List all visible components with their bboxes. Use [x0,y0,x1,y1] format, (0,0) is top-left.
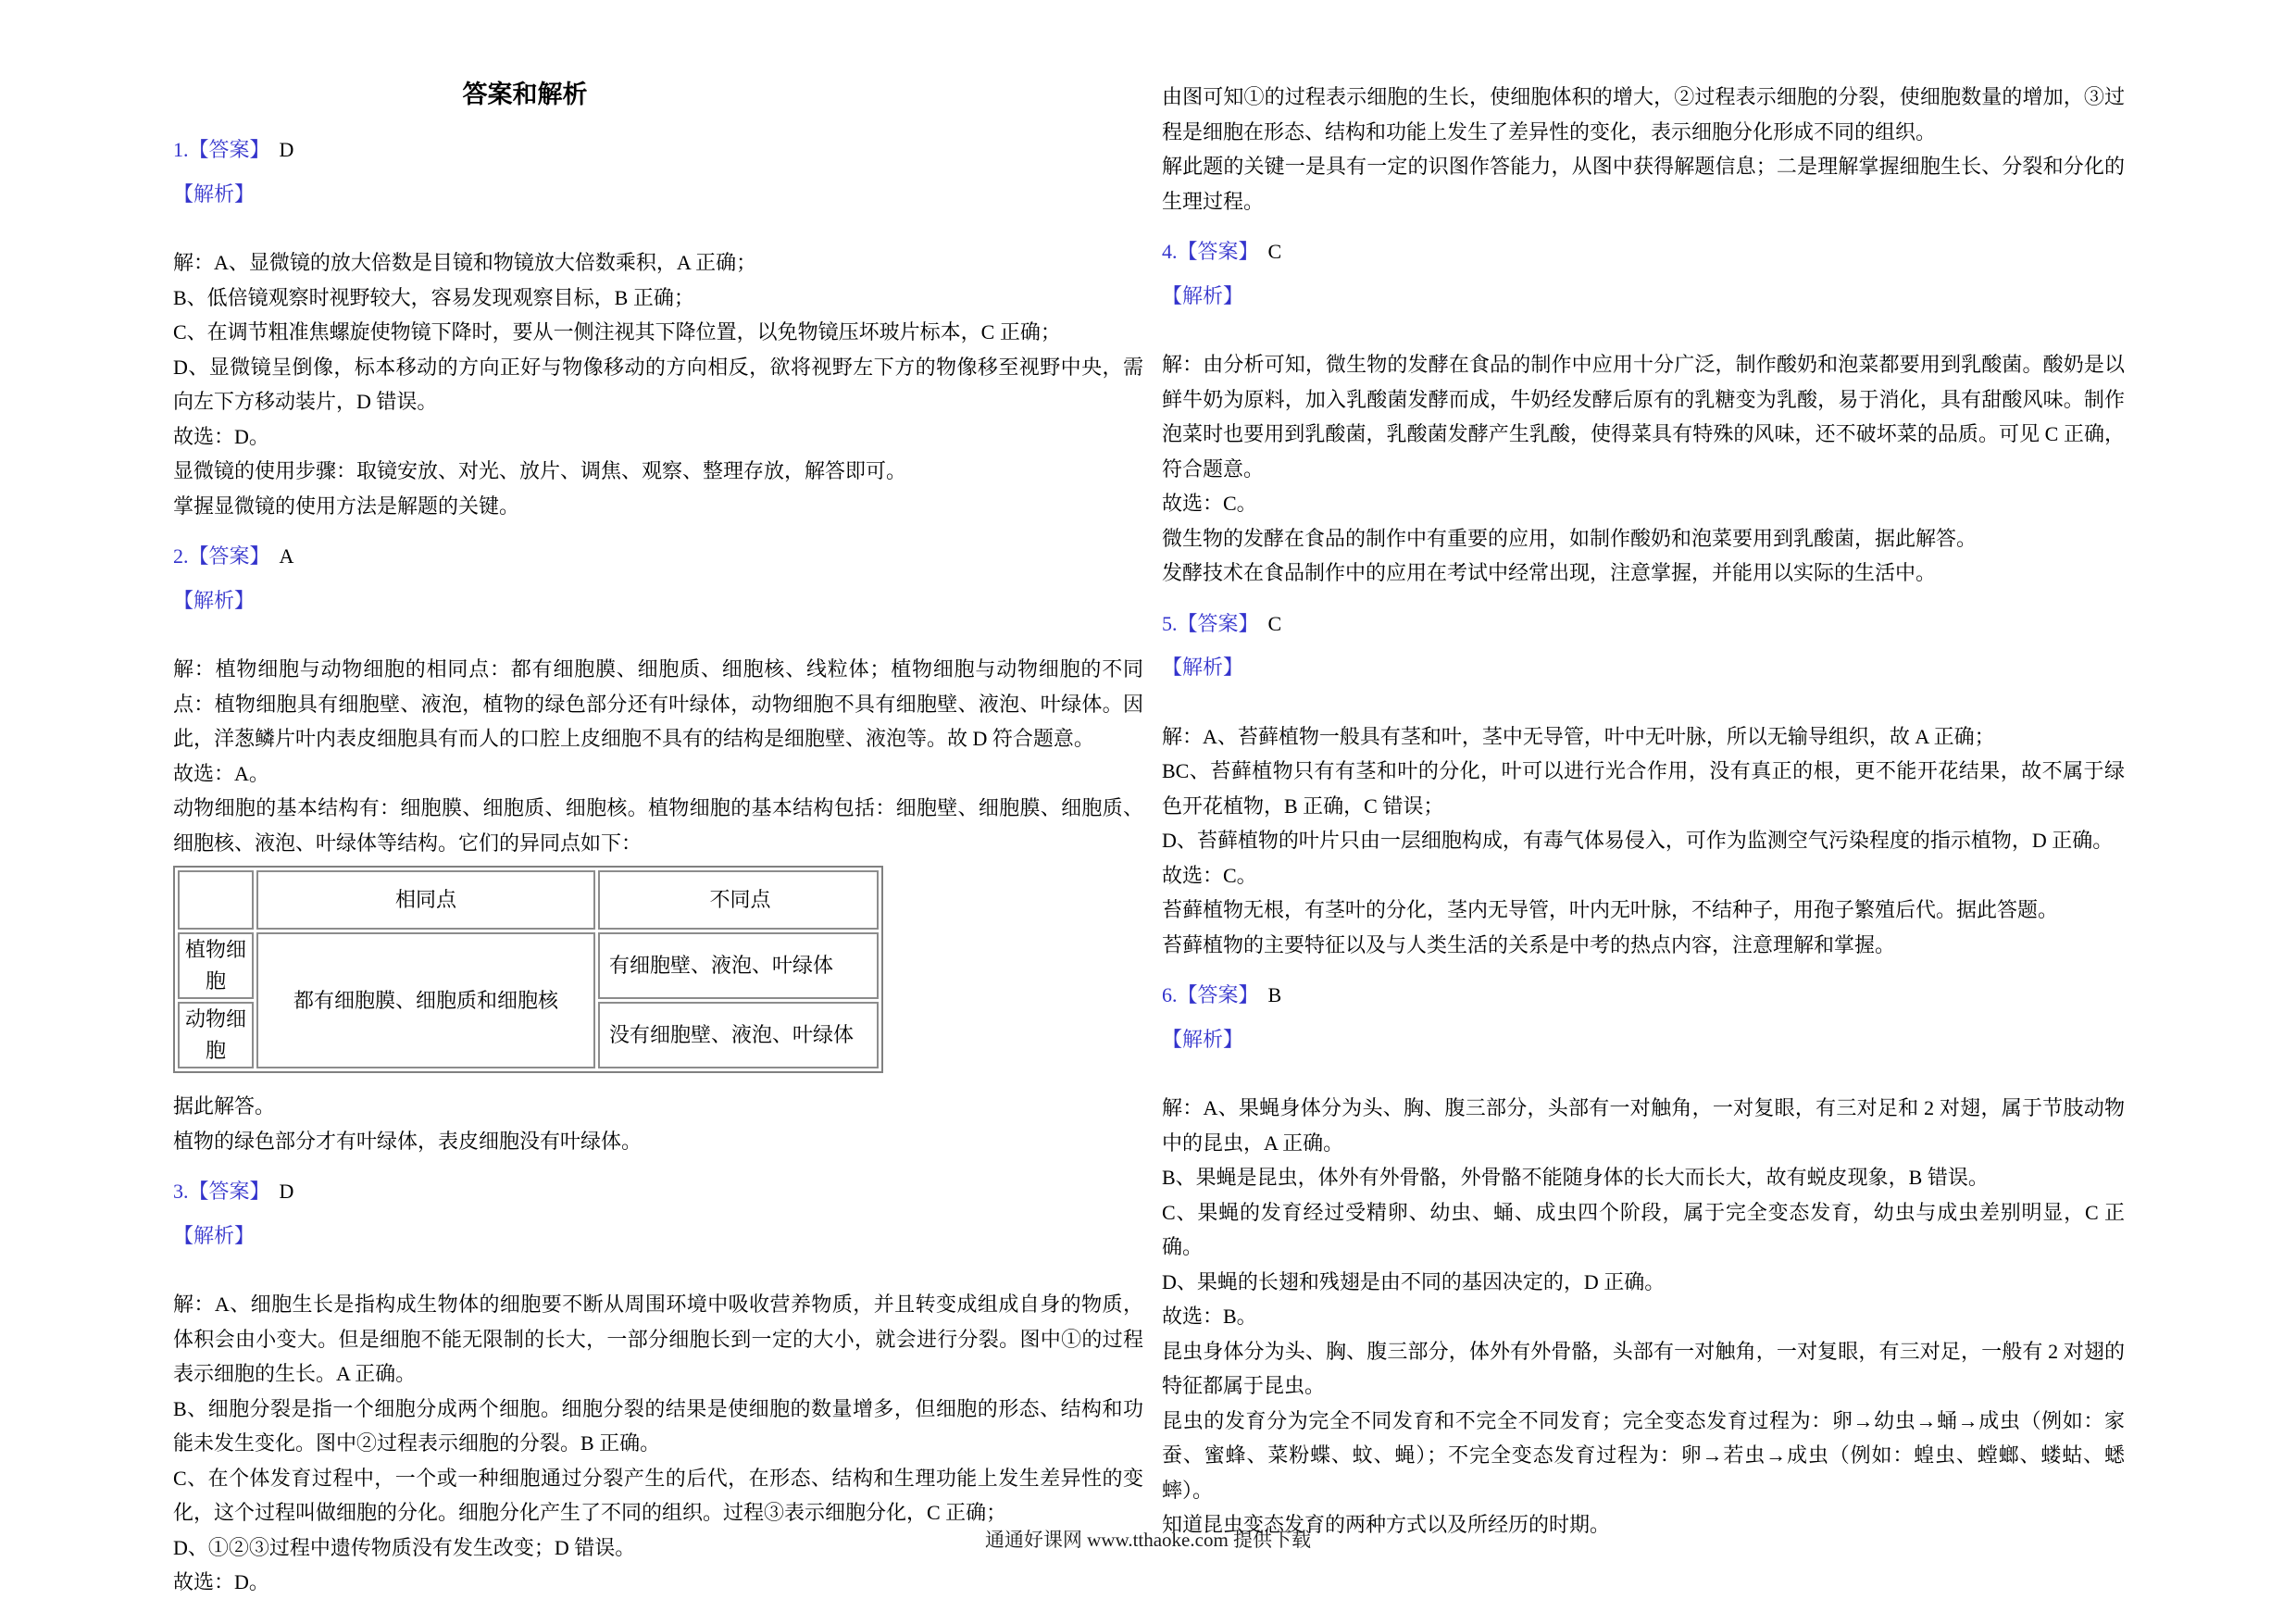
analysis-paragraph: 微生物的发酵在食品的制作中有重要的应用，如制作酸奶和泡菜要用到乳酸菌，据此解答。 [1162,526,1978,550]
analysis-paragraph: D、果蝇的长翅和残翅是由不同的基因决定的，D 正确。 [1162,1269,1666,1293]
answer-value: B [1267,983,1282,1006]
analysis-paragraph: 故选：D。 [173,424,269,448]
answer-label: 【答案】 [1177,611,1259,635]
question-2 [173,539,1143,1158]
analysis-paragraph: C、在调节粗准焦螺旋使物镜下降时，要从一侧注视其下降位置，以免物镜压坏玻片标本，C 正确； [173,320,1061,344]
analysis-paragraph: 动物细胞的基本结构有：细胞膜、细胞质、细胞核。植物细胞的基本结构包括：细胞壁、细胞膜、细胞质、细胞核、液泡、叶绿体等结构。它们的异同点如下： [173,796,1143,855]
analysis-paragraph: C、果蝇的发育经过受精卵、幼虫、蛹、成虫四个阶段，属于完全变态发育，幼虫与成虫差别明显，C 正确。 [1162,1200,2125,1258]
answer-line [173,539,1143,574]
table-header-row [178,870,879,930]
footer-note: 通通好课网 www.tthaoke.com 提供下载 [984,1529,1312,1551]
answer-value: C [1267,611,1282,635]
analysis-paragraph: 据此解答。 [173,1094,276,1118]
analysis-paragraph: 故选：D。 [173,1570,269,1593]
analysis-paragraph: D、苔藓植物的叶片只由一层细胞构成，有毒气体易侵入，可作为监测空气污染程度的指示植物，D 正确。 [1162,829,2114,852]
analysis-paragraph: D、①②③过程中遗传物质没有发生改变；D 错误。 [173,1535,636,1559]
table-row [178,932,879,999]
analysis-paragraph: 由图可知①的过程表示细胞的生长，使细胞体积的增大，②过程表示细胞的分裂，使细胞数量的增加，③过程是细胞在形态、结构和功能上发生了差异性的变化，表示细胞分化形成不同的组织。 [1162,85,2125,144]
analysis-label: 【解析】 [173,1223,256,1247]
analysis-paragraph: 解：A、细胞生长是指构成生物体的细胞要不断从周围环境中吸收营养物质，并且转变成组成自身的物质，体积会由小变大。但是细胞不能无限制的长大，一部分细胞长到一定的大小，就会进行分裂。图中①的过程表示细胞的生长。A 正确。 [173,1293,1143,1385]
table-cell-row-label: 动物细胞 [178,1002,254,1068]
answer-line [173,1174,1143,1209]
table-cell-diff: 没有细胞壁、液泡、叶绿体 [598,1002,879,1068]
table-header-cell [178,870,254,930]
table-cell-diff: 有细胞壁、液泡、叶绿体 [598,932,879,999]
analysis-paragraph: 解：A、苔藓植物一般具有茎和叶，茎中无导管，叶中无叶脉，所以无输导组织，故 A 正确； [1162,724,1995,748]
table-cell-same: 都有细胞膜、细胞质和细胞核 [256,932,595,1068]
analysis-label: 【解析】 [1162,1027,1244,1051]
question-1 [173,132,1143,523]
analysis-paragraph: 苔藓植物的主要特征以及与人类生活的关系是中考的热点内容，注意理解和掌握。 [1162,932,1896,956]
answer-line [1162,234,2125,269]
analysis-paragraph: 显微镜的使用步骤：取镜安放、对光、放片、调焦、观察、整理存放，解答即可。 [173,459,907,482]
question-number: 1. [173,138,189,161]
analysis-label: 【解析】 [173,181,256,206]
question-number: 2. [173,544,189,568]
analysis-paragraph: B、细胞分裂是指一个细胞分成两个细胞。细胞分裂的结果是使细胞的数量增多，但细胞的形态、结构和功能未发生变化。图中②过程表示细胞的分裂。B 正确。 [173,1396,1143,1455]
comparison-table [173,866,883,1073]
analysis-paragraph: B、果蝇是昆虫，体外有外骨骼，外骨骼不能随身体的长大而长大，故有蜕皮现象，B 错误。 [1162,1166,1989,1189]
answer-label: 【答案】 [1177,983,1259,1006]
analysis-paragraph: 故选：A。 [173,761,269,785]
analysis-paragraph: 知道昆虫变态发育的两种方式以及所经历的时期。 [1162,1513,1611,1536]
question-5 [1162,606,2125,963]
analysis-paragraph: D、显微镜呈倒像，标本移动的方向正好与物像移动的方向相反，欲将视野左下方的物像移至视野中央，需向左下方移动装片，D 错误。 [173,355,1143,413]
analysis-paragraph: C、在个体发育过程中，一个或一种细胞通过分裂产生的后代，在形态、结构和生理功能上发生差异性的变化，这个过程叫做细胞的分化。细胞分化产生了不同的组织。过程③表示细胞分化，C 正确； [173,1466,1143,1524]
analysis-paragraph: 掌握显微镜的使用方法是解题的关键。 [173,493,520,518]
right-column [1162,80,2125,1543]
question-3-continued [1162,80,2125,219]
answer-line [173,132,1143,168]
analysis-paragraph: 故选：C。 [1162,863,1257,887]
answer-line [1162,606,2125,642]
analysis-paragraph: 解：植物细胞与动物细胞的相同点：都有细胞膜、细胞质、细胞核、线粒体；植物细胞与动物细胞的不同点：植物细胞具有细胞壁、液泡，植物的绿色部分还有叶绿体，动物细胞不具有细胞壁、液泡、叶绿体。因此，洋葱鳞片叶内表皮细胞具有而人的口腔上皮细胞不具有的结构是细胞壁、液泡等。故 D 符合题意。 [173,657,1143,750]
question-number: 6. [1162,983,1178,1006]
answer-label: 【答案】 [188,1180,270,1203]
table-cell-row-label: 植物细胞 [178,932,254,999]
analysis-paragraph: 解：A、显微镜的放大倍数是目镜和物镜放大倍数乘积，A 正确； [173,251,757,274]
answer-value: C [1267,240,1282,263]
question-number: 5. [1162,611,1178,635]
analysis-paragraph: 昆虫身体分为头、胸、腹三部分，体外有外骨骼，头部有一对触角，一对复眼，有三对足，一般有 2 对翅的特征都属于昆虫。 [1162,1339,2125,1397]
analysis-paragraph: B、低倍镜观察时视野较大，容易发现观察目标，B 正确； [173,285,694,309]
analysis-paragraph: 解：A、果蝇身体分为头、胸、腹三部分，头部有一对触角，一对复眼，有三对足和 2 对翅，属于节肢动物中的昆虫，A 正确。 [1162,1096,2125,1155]
analysis-paragraph: 解此题的关键一是具有一定的识图作答能力，从图中获得解题信息；二是理解掌握细胞生长、分裂和分化的生理过程。 [1162,155,2125,213]
question-number: 4. [1162,240,1178,263]
answer-label: 【答案】 [1177,240,1259,263]
analysis-paragraph: 解：由分析可知，微生物的发酵在食品的制作中应用十分广泛，制作酸奶和泡菜都要用到乳酸菌。酸奶是以鲜牛奶为原料，加入乳酸菌发酵而成，牛奶经发酵后原有的乳糖变为乳酸，易于消化，具有甜酸风味。制作泡菜时也要用到乳酸菌，乳酸菌发酵产生乳酸，使得菜具有特殊的风味，还不破坏菜的品质。可见 C 正确，符合题意。 [1162,353,2125,481]
question-6 [1162,978,2125,1543]
answer-value: D [279,138,294,161]
answer-label: 【答案】 [188,544,270,568]
analysis-paragraph: 故选：C。 [1162,492,1257,515]
question-4 [1162,234,2125,591]
analysis-paragraph: 发酵技术在食品制作中的应用在考试中经常出现，注意掌握，并能用以实际的生活中。 [1162,561,1937,584]
analysis-paragraph: 故选：B。 [1162,1305,1257,1328]
analysis-paragraph: BC、苔藓植物只有有茎和叶的分化，叶可以进行光合作用，没有真正的根，更不能开花结果，故不属于绿色开花植物，B 正确，C 错误； [1162,759,2125,818]
table-header-cell: 不同点 [598,870,879,930]
table-header-cell: 相同点 [256,870,595,930]
left-column [173,78,1143,1600]
page-title: 答案和解析 [462,81,588,108]
answer-label: 【答案】 [188,138,270,161]
question-number: 3. [173,1180,189,1203]
analysis-paragraph: 植物的绿色部分才有叶绿体，表皮细胞没有叶绿体。 [173,1129,643,1153]
analysis-label: 【解析】 [1162,656,1244,679]
answer-value: D [279,1180,294,1203]
answer-line [1162,978,2125,1013]
analysis-paragraph: 昆虫的发育分为完全不同发育和不完全不同发育；完全变态发育过程为：卵→幼虫→蛹→成虫（例如：家蚕、蜜蜂、菜粉蝶、蚊、蝇）；不完全变态发育过程为：卵→若虫→成虫（例如：蝗虫、螳螂、蝼蛄、蟋蟀）。 [1162,1408,2125,1502]
answer-value: A [279,544,294,568]
analysis-label: 【解析】 [173,588,256,612]
analysis-paragraph: 苔藓植物无根，有茎叶的分化，茎内无导管，叶内无叶脉，不结种子，用孢子繁殖后代。据此答题。 [1162,898,2059,921]
analysis-label: 【解析】 [1162,283,1244,307]
